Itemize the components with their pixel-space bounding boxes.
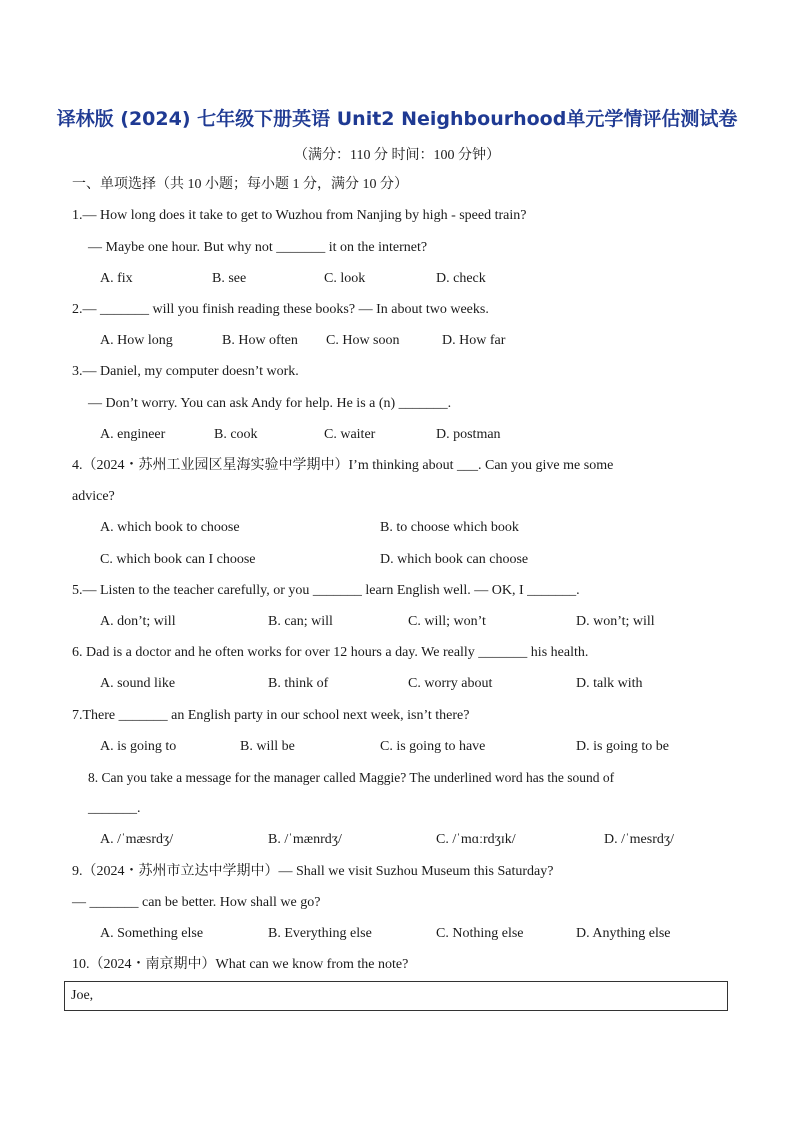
question-8-stem-2: _______.	[88, 801, 141, 816]
question-9-stem-2: — _______ can be better. How shall we go?	[72, 895, 321, 910]
q3-option-d: D. postman	[436, 427, 501, 442]
q7-option-a: A. is going to	[100, 739, 177, 754]
question-8-stem: 8. Can you take a message for the manager called Maggie? The underlined word has the sound of	[88, 770, 615, 785]
question-10-stem: 10.（2024・南京期中）What can we know from the note?	[72, 957, 409, 972]
question-1-stem: 1.— How long does it take to get to Wuzhou from Nanjing by high - speed train?	[72, 208, 527, 223]
question-1-stem-2: — Maybe one hour. But why not _______ it on the internet?	[88, 240, 428, 255]
q6-option-d: D. talk with	[576, 676, 643, 691]
q8-option-c: C. /ˈmɑːrdʒɪk/	[436, 832, 516, 847]
q7-option-c: C. is going to have	[380, 739, 486, 754]
q6-option-c: C. worry about	[408, 676, 493, 691]
q8-option-a: A. /ˈmæsrdʒ/	[100, 832, 174, 847]
q8-option-b: B. /ˈmænrdʒ/	[268, 832, 342, 847]
q4-option-b: B. to choose which book	[380, 520, 519, 535]
q5-option-a: A. don’t; will	[100, 614, 176, 629]
question-2-stem: 2.— _______ will you finish reading these books? — In about two weeks.	[72, 302, 489, 317]
q2-option-a: A. How long	[100, 333, 173, 348]
section-heading: 一、单项选择（共 10 小题；每小题 1 分，满分 10 分）	[72, 177, 408, 192]
q2-option-d: D. How far	[442, 333, 506, 348]
q1-option-a: A. fix	[100, 271, 133, 286]
q5-option-b: B. can; will	[268, 614, 333, 629]
note-box	[64, 981, 728, 1011]
q1-option-d: D. check	[436, 271, 486, 286]
question-9-stem: 9.（2024・苏州市立达中学期中）— Shall we visit Suzhou Museum this Saturday?	[72, 864, 554, 879]
q8-option-d: D. /ˈmesrdʒ/	[604, 832, 674, 847]
q5-option-c: C. will; won’t	[408, 614, 486, 629]
q5-option-d: D. won’t; will	[576, 614, 655, 629]
question-3-stem-2: — Don’t worry. You can ask Andy for help. He is a (n) _______.	[88, 396, 452, 411]
q2-option-b: B. How often	[222, 333, 298, 348]
q6-option-a: A. sound like	[100, 676, 176, 691]
question-6-stem: 6. Dad is a doctor and he often works for over 12 hours a day. We really _______ his health.	[72, 645, 589, 660]
q4-option-a: A. which book to choose	[100, 520, 240, 535]
q1-option-c: C. look	[324, 271, 366, 286]
q4-option-d: D. which book can choose	[380, 552, 529, 567]
question-4-stem: 4.（2024・苏州工业园区星海实验中学期中）I’m thinking about ___. Can you give me some	[72, 458, 614, 473]
question-5-stem: 5.— Listen to the teacher carefully, or you _______ learn English well. — OK, I _______.	[72, 583, 580, 598]
q1-option-b: B. see	[212, 271, 247, 286]
q3-option-a: A. engineer	[100, 427, 166, 442]
q9-option-b: B. Everything else	[268, 926, 372, 941]
document-title: 译林版 (2024) 七年级下册英语 Unit2 Neighbourhood单元学情评估测试卷	[56, 108, 738, 130]
exam-info: （满分：110 分 时间：100 分钟）	[294, 148, 500, 163]
q3-option-b: B. cook	[214, 427, 258, 442]
q3-option-c: C. waiter	[324, 427, 376, 442]
question-3-stem: 3.— Daniel, my computer doesn’t work.	[72, 364, 299, 379]
q9-option-d: D. Anything else	[576, 926, 671, 941]
question-7-stem: 7.There _______ an English party in our school next week, isn’t there?	[72, 708, 470, 723]
q4-option-c: C. which book can I choose	[100, 552, 256, 567]
q7-option-d: D. is going to be	[576, 739, 669, 754]
question-4-stem-2: advice?	[72, 489, 115, 504]
q6-option-b: B. think of	[268, 676, 329, 691]
q2-option-c: C. How soon	[326, 333, 400, 348]
q9-option-a: A. Something else	[100, 926, 204, 941]
note-salutation: Joe,	[71, 988, 94, 1003]
q9-option-c: C. Nothing else	[436, 926, 524, 941]
q7-option-b: B. will be	[240, 739, 295, 754]
